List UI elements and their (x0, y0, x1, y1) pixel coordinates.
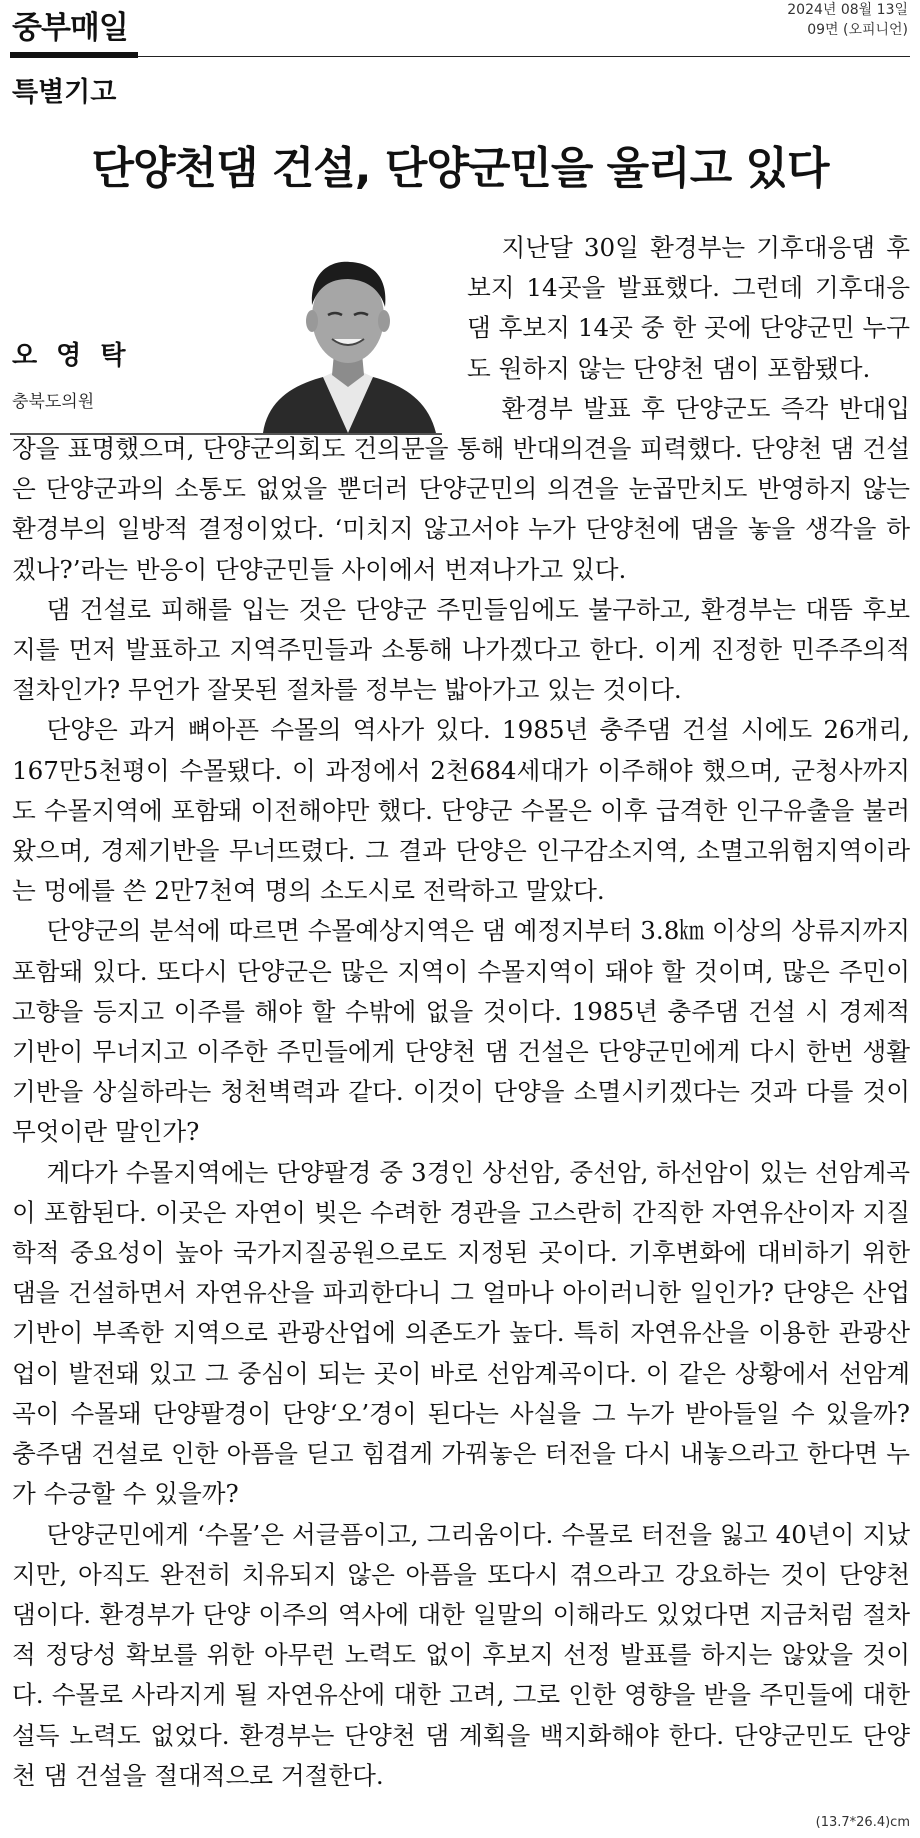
logo-underline (10, 52, 138, 58)
paragraph: 환경부 발표 후 단양군도 즉각 반대입장을 표명했으며, 단양군의회도 건의문을 통해 반대의견을 피력했다. 단양천 댐 건설은 단양군과의 소통도 없었을 뿐더러 단양군민의 의견을 눈곱만치도 반영하지 않는 환경부의 일방적 결정이었다. ‘미치지 않고서야 누가 단양천에 댐을 놓을 생각을 하겠나?’라는 반응이 단양군민들 사이에서 번져나가고 있다. (12, 393, 910, 584)
paragraph: 지난달 30일 환경부는 기후대응댐 후보지 14곳을 발표했다. 그런데 기후대응댐 후보지 14곳 중 한 곳에 단양군민 누구도 원하지 않는 단양천 댐이 포함됐다. (467, 233, 910, 383)
section-label: 특별기고 (12, 77, 117, 108)
publication-date: 2024년 08월 13일 (787, 2, 908, 18)
paragraph: 댐 건설로 피해를 입는 것은 단양군 주민들임에도 불구하고, 환경부는 대뜸 후보지를 먼저 발표하고 지역주민들과 소통해 나가겠다고 한다. 이게 진정한 민주주의적 절차인가? 무언가 잘못된 절차를 정부는 밟아가고 있는 것이다. (12, 594, 910, 705)
article-size-note: (13.7*26.4)cm (815, 1815, 910, 1830)
paragraph: 단양은 과거 뼈아픈 수몰의 역사가 있다. 1985년 충주댐 건설 시에도 26개리, 167만5천평이 수몰됐다. 이 과정에서 2천684세대가 이주해야 했으며, 군청사까지도 수몰지역에 포함돼 이전해야만 했다. 단양군 수몰은 이후 급격한 인구유출을 불러왔으며, 경제기반을 무너뜨렸다. 그 결과 단양은 인구감소지역, 소멸고위험지역이라는 멍에를 쓴 2만7천여 명의 소도시로 전락하고 말았다. (12, 715, 910, 906)
paragraph: 단양군의 분석에 따르면 수몰예상지역은 댐 예정지부터 3.8㎞ 이상의 상류지까지 포함돼 있다. 또다시 단양군은 많은 지역이 수몰지역이 돼야 할 것이며, 많은 주민이 고향을 등지고 이주를 해야 할 수밖에 없을 것이다. 1985년 충주댐 건설 시 경제적 기반이 무너지고 이주한 주민들에게 단양천 댐 건설은 단양군민에게 다시 한번 생활기반을 상실하라는 청천벽력과 같다. 이것이 단양을 소멸시키겠다는 것과 다를 것이 무엇이란 말인가? (12, 916, 910, 1147)
byline-wrap-space (12, 228, 467, 428)
header-rule (138, 56, 910, 57)
article-body (12, 228, 910, 1796)
paragraph: 단양군민에게 ‘수몰’은 서글픔이고, 그리움이다. 수몰로 터전을 잃고 40년이 지났지만, 아직도 완전히 치유되지 않은 아픔을 또다시 겪으라고 강요하는 것이 단양천 댐이다. 환경부가 단양 이주의 역사에 대한 일말의 이해라도 있었다면 지금처럼 절차적 정당성 확보를 위한 아무런 노력도 없이 후보지 선정 발표를 하지는 않았을 것이다. 수몰로 사라지게 될 자연유산에 대한 고려, 그로 인한 영향을 받을 주민들에 대한 설득 노력도 없었다. 환경부는 단양천 댐 계획을 백지화해야 한다. 단양군민도 단양천 댐 건설을 절대적으로 거절한다. (12, 1519, 910, 1790)
masthead (10, 0, 910, 62)
paragraph: 게다가 수몰지역에는 단양팔경 중 3경인 상선암, 중선암, 하선암이 있는 선암계곡이 포함된다. 이곳은 자연이 빚은 수려한 경관을 고스란히 간직한 자연유산이자 지질학적 중요성이 높아 국가지질공원으로도 지정된 곳이다. 기후변화에 대비하기 위한 댐을 건설하면서 자연유산을 파괴한다니 그 얼마나 아이러니한 일인가? 단양은 산업기반이 부족한 지역으로 관광산업에 의존도가 높다. 특히 자연유산을 이용한 관광산업이 발전돼 있고 그 중심이 되는 곳이 바로 선암계곡이다. 이 같은 상황에서 선암계곡이 수몰돼 단양팔경이 단양‘오’경이 된다는 사실을 그 누가 받아들일 수 있을까? 충주댐 건설로 인한 아픔을 딛고 힘겹게 가꿔놓은 터전을 다시 내놓으라고 한다면 누가 수긍할 수 있을까? (12, 1157, 910, 1509)
page-number: 09면 (오피니언) (807, 22, 908, 38)
author-name: 오 영 탁 (12, 341, 131, 371)
article-headline: 단양천댐 건설, 단양군민을 울리고 있다 (91, 143, 829, 194)
dateline (787, 0, 908, 40)
newspaper-logo: 중부매일 (12, 10, 128, 46)
author-title: 충북도의원 (12, 392, 95, 412)
